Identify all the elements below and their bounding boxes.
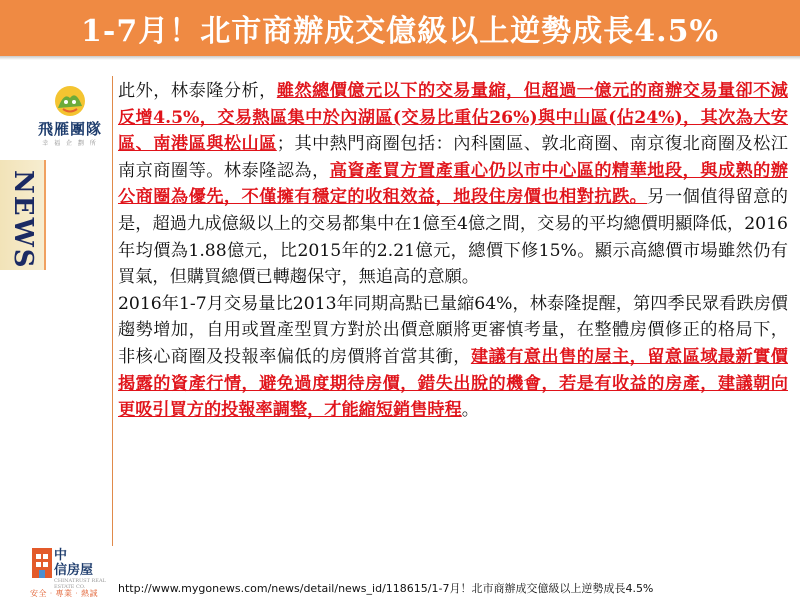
- chinatrust-logo-name: 中 信房屋: [54, 548, 94, 578]
- highlighted-text: 高資產買方置產重心仍以市中心區的精華地段，與成熟的辦公商圈為優先，不僅擁有穩定的收租效益，地段住房價也相對抗跌。: [118, 160, 788, 208]
- slide-title: 1-7月！北市商辦成交億級以上逆勢成長4.5%: [81, 14, 719, 49]
- article-paragraph-2: [118, 291, 788, 424]
- highlighted-text: 建議有意出售的屋主，留意區域最新實價揭露的資產行情，避免過度期待房價，錯失出脫的機會，若是有收益的房產，建議朝向更吸引買方的投報率調整，才能縮短銷售時程: [118, 346, 788, 421]
- body-text-segment: 。: [461, 400, 479, 421]
- body-text-segment: 2016年1-7月交易量比2013年同期高點已量縮64%，林泰隆提醒，第四季民眾看跌房價趨勢增加，自用或置產型買方對於出價意願將更審慎考量，在整體房價修正的格局下，非核心商圈及投報率偏低的房價將首當其衝，: [118, 293, 788, 367]
- team-logo-icon: [30, 84, 110, 120]
- chinatrust-logo: [30, 540, 110, 600]
- source-link[interactable]: http://www.mygonews.com/news/detail/news_id/118615/1-7月！北市商辦成交億級以上逆勢成長4.5%: [118, 582, 654, 595]
- body-text-segment: 此外，林泰隆分析，: [118, 81, 277, 101]
- news-label: NEWS: [8, 170, 38, 270]
- body-text-segment: ；其中熱門商圈包括：內科園區、敦北商圈、南京復北商圈及松江南京商圈等。林泰隆認為，: [118, 134, 788, 181]
- body-text-segment: 另一個值得留意的是，超過九成億級以上的交易都集中在1億至4億之間，交易的平均總價明顯降低，2016年均價為1.88億元，比2015年的2.21億元，總價下修15%。顯示高總價市場雖然仍有買氣，但購買總價已轉趨保守，無追高的意願。: [118, 187, 788, 288]
- title-divider: [0, 56, 800, 60]
- team-logo-subtitle: 幸 福 企 劃 所: [42, 140, 98, 147]
- team-logo-name: 飛雁團隊: [37, 120, 102, 138]
- chinatrust-slogan: 安全‧專業‧熱誠: [30, 589, 98, 598]
- content-divider: [112, 76, 113, 546]
- team-logo: [30, 84, 110, 154]
- house-logo-icon: [30, 544, 54, 584]
- slide-title-bar: [0, 0, 800, 56]
- article-paragraph-1: [118, 78, 788, 291]
- news-side-tab: [0, 160, 46, 270]
- highlighted-text: 雖然總價億元以下的交易量縮，但超過一億元的商辦交易量卻不減反增4.5%，交易熱區集中於內湖區(交易比重佔26%)與中山區(佔24%)，其次為大安區、南港區與松山區: [118, 81, 788, 155]
- article-body: [118, 78, 788, 424]
- chinatrust-logo-english: CHINATRUST REAL ESTATE CO.: [54, 578, 106, 590]
